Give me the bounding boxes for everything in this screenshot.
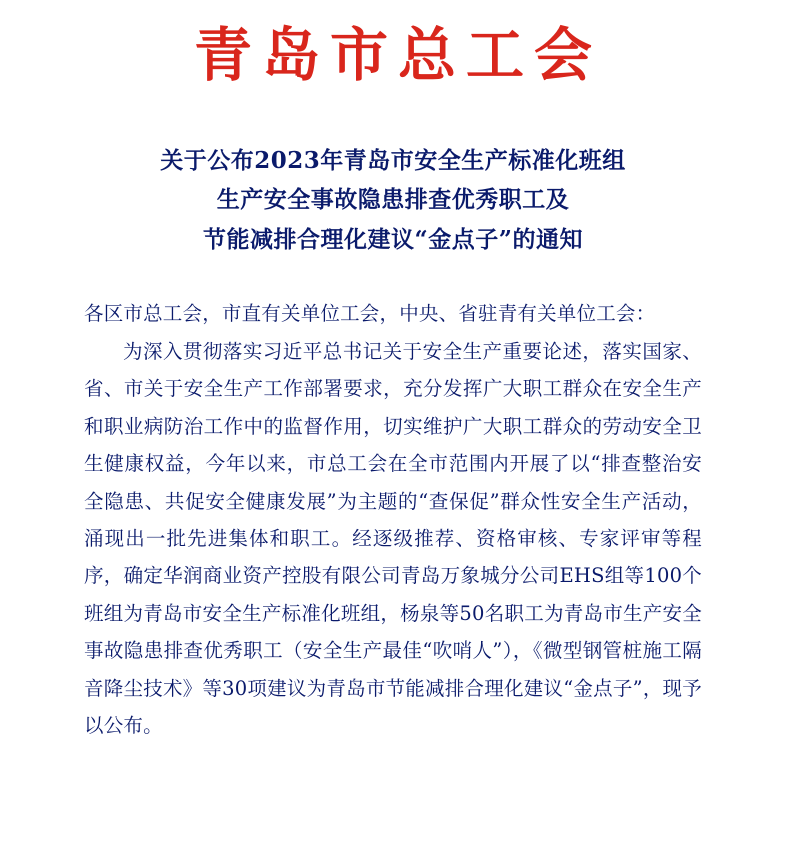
document-masthead: 青岛市总工会 — [193, 21, 602, 89]
title-line-1: 关于公布2023年青岛市安全生产标准化班组 — [160, 146, 626, 174]
title-line-3: 节能减排合理化建议“金点子”的通知 — [203, 225, 583, 253]
document-salutation: 各区市总工会，市直有关单位工会，中央、省驻青有关单位工会： — [84, 302, 656, 326]
title-line-2: 生产安全事故隐患排查优秀职工及 — [216, 186, 570, 214]
document-title — [84, 141, 702, 260]
document-paragraph-1: 为深入贯彻落实习近平总书记关于安全生产重要论述，落实国家、省、市关于安全生产工作部署要求，充分发挥广大职工群众在安全生产和职业病防治工作中的监督作用，切实维护广大职工群众的劳动安全卫生健康权益，今年以来，市总工会在全市范围内开展了以“排查整治安全隐患、共促安全健康发展”为主题的“查保促”群众性安全生产活动，涌现出一批先进集体和职工。经逐级推荐、资格审核、专家评审等程序，确定华润商业资产控股有限公司青岛万象城分公司EHS组等100个班组为青岛市安全生产标准化班组，杨泉等50名职工为青岛市生产安全事故隐患排查优秀职工（安全生产最佳“吹哨人”），《微型钢管桩施工隔音降尘技术》等30项建议为青岛市节能减排合理化建议“金点子”，现予以公布。 — [84, 339, 702, 738]
document-page — [0, 22, 786, 851]
document-body — [84, 295, 702, 744]
